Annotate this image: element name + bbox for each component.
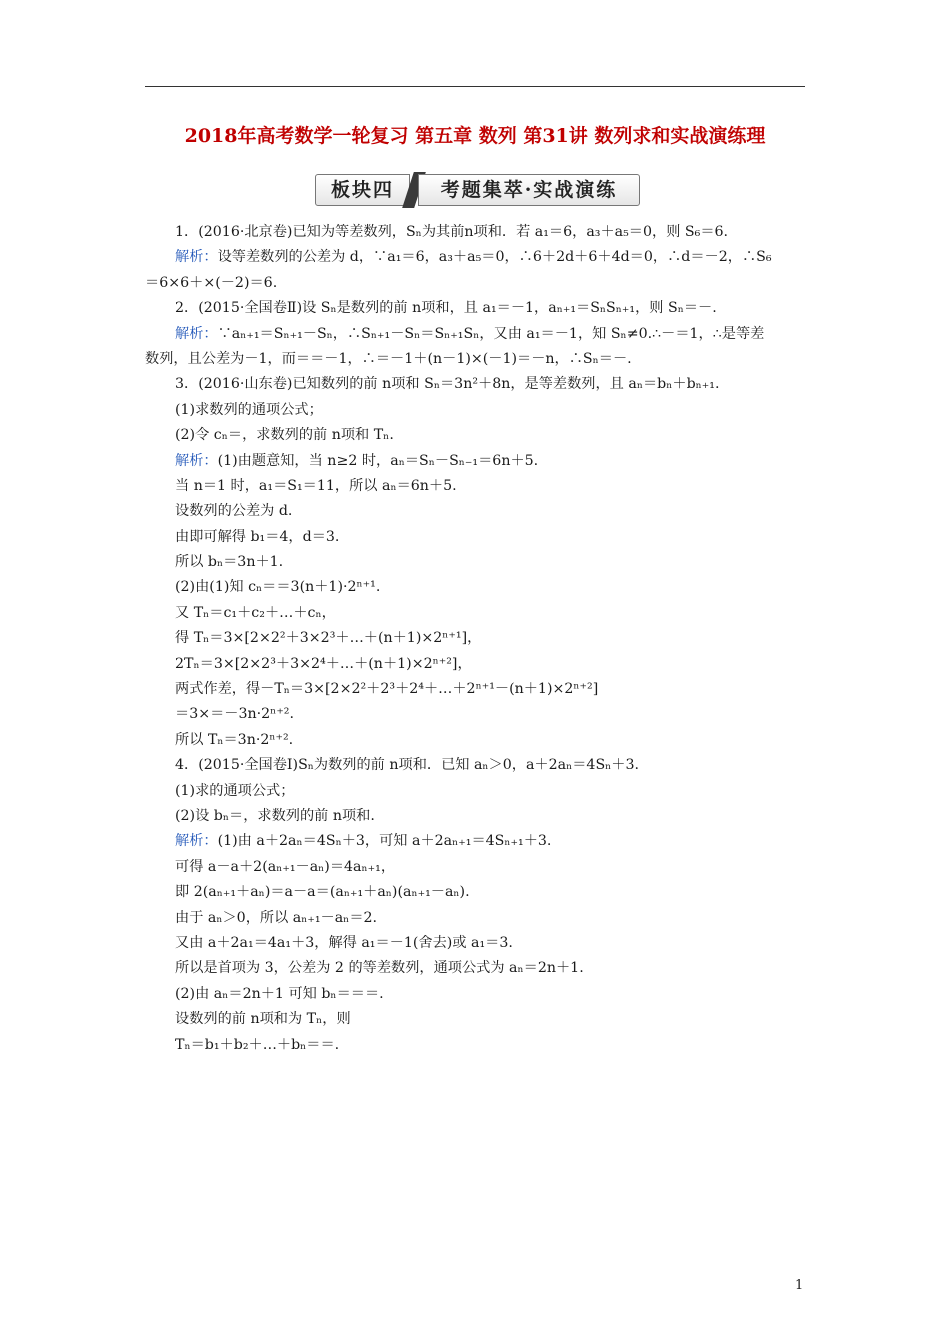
- text-line: [175, 372, 815, 397]
- line-text: (1)由题意知，当 n≥2 时，aₙ＝Sₙ－Sₙ₋₁＝6n＋5.: [217, 452, 539, 469]
- line-text: 4．(2015·全国卷Ⅰ)Sₙ为数列的前 n项和．已知 aₙ＞0，a＋2aₙ＝4Sₙ＋3.: [175, 757, 640, 774]
- text-line: [175, 906, 815, 931]
- text-line: [175, 296, 815, 321]
- text-line: [175, 245, 815, 270]
- line-text: 设数列的公差为 d.: [175, 503, 293, 520]
- text-line: [175, 728, 815, 753]
- text-line: [145, 271, 815, 296]
- line-text: (1)求数列的通项公式；: [175, 401, 323, 418]
- line-text: 设数列的前 n项和为 Tₙ，则: [175, 1011, 351, 1028]
- text-line: [175, 1007, 815, 1032]
- line-text: ＝3×＝－3n·2ⁿ⁺².: [175, 706, 295, 723]
- text-line: [175, 601, 815, 626]
- text-line: [175, 474, 815, 499]
- line-text: 即 2(aₙ₊₁＋aₙ)＝a－a＝(aₙ₊₁＋aₙ)(aₙ₊₁－aₙ).: [175, 884, 470, 901]
- document-body: [145, 220, 815, 1058]
- line-text: 所以 bₙ＝3n＋1.: [175, 554, 284, 571]
- line-text: Tₙ＝b₁＋b₂＋…＋bₙ＝＝.: [175, 1036, 340, 1053]
- line-text: ∵aₙ₊₁＝Sₙ₊₁－Sₙ，∴Sₙ₊₁－Sₙ＝Sₙ₊₁Sₙ，又由 a₁＝－1，知 Sₙ≠0.∴－＝1，∴是等差: [217, 325, 765, 342]
- text-line: [175, 499, 815, 524]
- text-line: [175, 702, 815, 727]
- explanation-label: 解析：: [175, 325, 218, 342]
- text-line: [175, 677, 815, 702]
- line-text: (2)由 aₙ＝2n＋1 可知 bₙ＝＝＝.: [175, 985, 384, 1002]
- text-line: [175, 449, 815, 474]
- line-text: (2)设 bₙ＝，求数列的前 n项和.: [175, 807, 375, 824]
- line-text: 数列，且公差为－1，而＝＝－1，∴＝－1＋(n－1)×(－1)＝－n，∴Sₙ＝－.: [145, 350, 632, 367]
- line-text: 两式作差，得－Tₙ＝3×[2×2²＋2³＋2⁴＋…＋2ⁿ⁺¹－(n＋1)×2ⁿ⁺²]: [175, 681, 599, 698]
- text-line: [175, 423, 815, 448]
- line-text: 可得 a－a＋2(aₙ₊₁－aₙ)＝4aₙ₊₁，: [175, 858, 396, 875]
- text-line: [175, 855, 815, 880]
- line-text: 2．(2015·全国卷Ⅱ)设 Sₙ是数列的前 n项和，且 a₁＝－1，aₙ₊₁＝SₙSₙ₊₁，则 Sₙ＝－.: [175, 300, 717, 317]
- line-text: 1．(2016·北京卷)已知为等差数列，Sₙ为其前n项和．若 a₁＝6，a₃＋a₅＝0，则 S₆＝6.: [175, 224, 729, 240]
- explanation-label: 解析：: [175, 249, 218, 266]
- line-text: 得 Tₙ＝3×[2×2²＋3×2³＋…＋(n＋1)×2ⁿ⁺¹]，: [175, 630, 482, 647]
- text-line: [175, 779, 815, 804]
- explanation-label: 解析：: [175, 833, 218, 850]
- line-text: 3．(2016·山东卷)已知数列的前 n项和 Sₙ＝3n²＋8n，是等差数列，且 aₙ＝bₙ＋bₙ₊₁.: [175, 376, 720, 393]
- text-line: [175, 829, 815, 854]
- line-text: 设等差数列的公差为 d，∵a₁＝6，a₃＋a₅＝0，∴6＋2d＋6＋4d＝0，∴d＝－2，∴S₆: [217, 249, 772, 266]
- line-text: 又 Tₙ＝c₁＋c₂＋…＋cₙ，: [175, 604, 336, 621]
- text-line: [175, 804, 815, 829]
- line-text: 由即可解得 b₁＝4，d＝3.: [175, 528, 340, 545]
- line-text: 2Tₙ＝3×[2×2³＋3×2⁴＋…＋(n＋1)×2ⁿ⁺²]，: [175, 655, 472, 672]
- banner-section-subtitle: 考题集萃·实战演练: [418, 174, 640, 206]
- line-text: (2)由(1)知 cₙ＝＝3(n＋1)·2ⁿ⁺¹.: [175, 579, 381, 596]
- text-line: [145, 347, 815, 372]
- text-line: [175, 220, 815, 245]
- text-line: [175, 652, 815, 677]
- line-text: 当 n＝1 时，a₁＝S₁＝11，所以 aₙ＝6n＋5.: [175, 477, 457, 494]
- line-text: 由于 aₙ＞0，所以 aₙ₊₁－aₙ＝2.: [175, 909, 378, 926]
- text-line: [175, 626, 815, 651]
- text-line: [175, 575, 815, 600]
- line-text: (1)由 a＋2aₙ＝4Sₙ＋3，可知 a＋2aₙ₊₁＝4Sₙ₊₁＋3.: [217, 833, 552, 850]
- line-text: ＝6×6＋×(－2)＝6.: [145, 274, 278, 291]
- text-line: [175, 880, 815, 905]
- text-line: [175, 982, 815, 1007]
- line-text: 所以 Tₙ＝3n·2ⁿ⁺².: [175, 731, 294, 748]
- text-line: [175, 525, 815, 550]
- text-line: [175, 550, 815, 575]
- document-title: 2018年高考数学一轮复习 第五章 数列 第31讲 数列求和实战演练理: [184, 125, 766, 147]
- section-banner: [315, 172, 640, 208]
- text-line: [175, 398, 815, 423]
- explanation-label: 解析：: [175, 452, 218, 469]
- text-line: [175, 753, 815, 778]
- line-text: 又由 a＋2a₁＝4a₁＋3，解得 a₁＝－1(舍去)或 a₁＝3.: [175, 934, 513, 951]
- text-line: [175, 956, 815, 981]
- banner-section-label: 板块四: [315, 174, 410, 206]
- header-rule: [145, 86, 805, 87]
- line-text: (1)求的通项公式；: [175, 782, 295, 799]
- page-number: 1: [795, 1278, 804, 1293]
- text-line: [175, 1033, 815, 1058]
- line-text: 所以是首项为 3，公差为 2 的等差数列，通项公式为 aₙ＝2n＋1.: [175, 960, 584, 977]
- text-line: [175, 931, 815, 956]
- line-text: (2)令 cₙ＝，求数列的前 n项和 Tₙ.: [175, 427, 394, 444]
- text-line: [175, 322, 815, 347]
